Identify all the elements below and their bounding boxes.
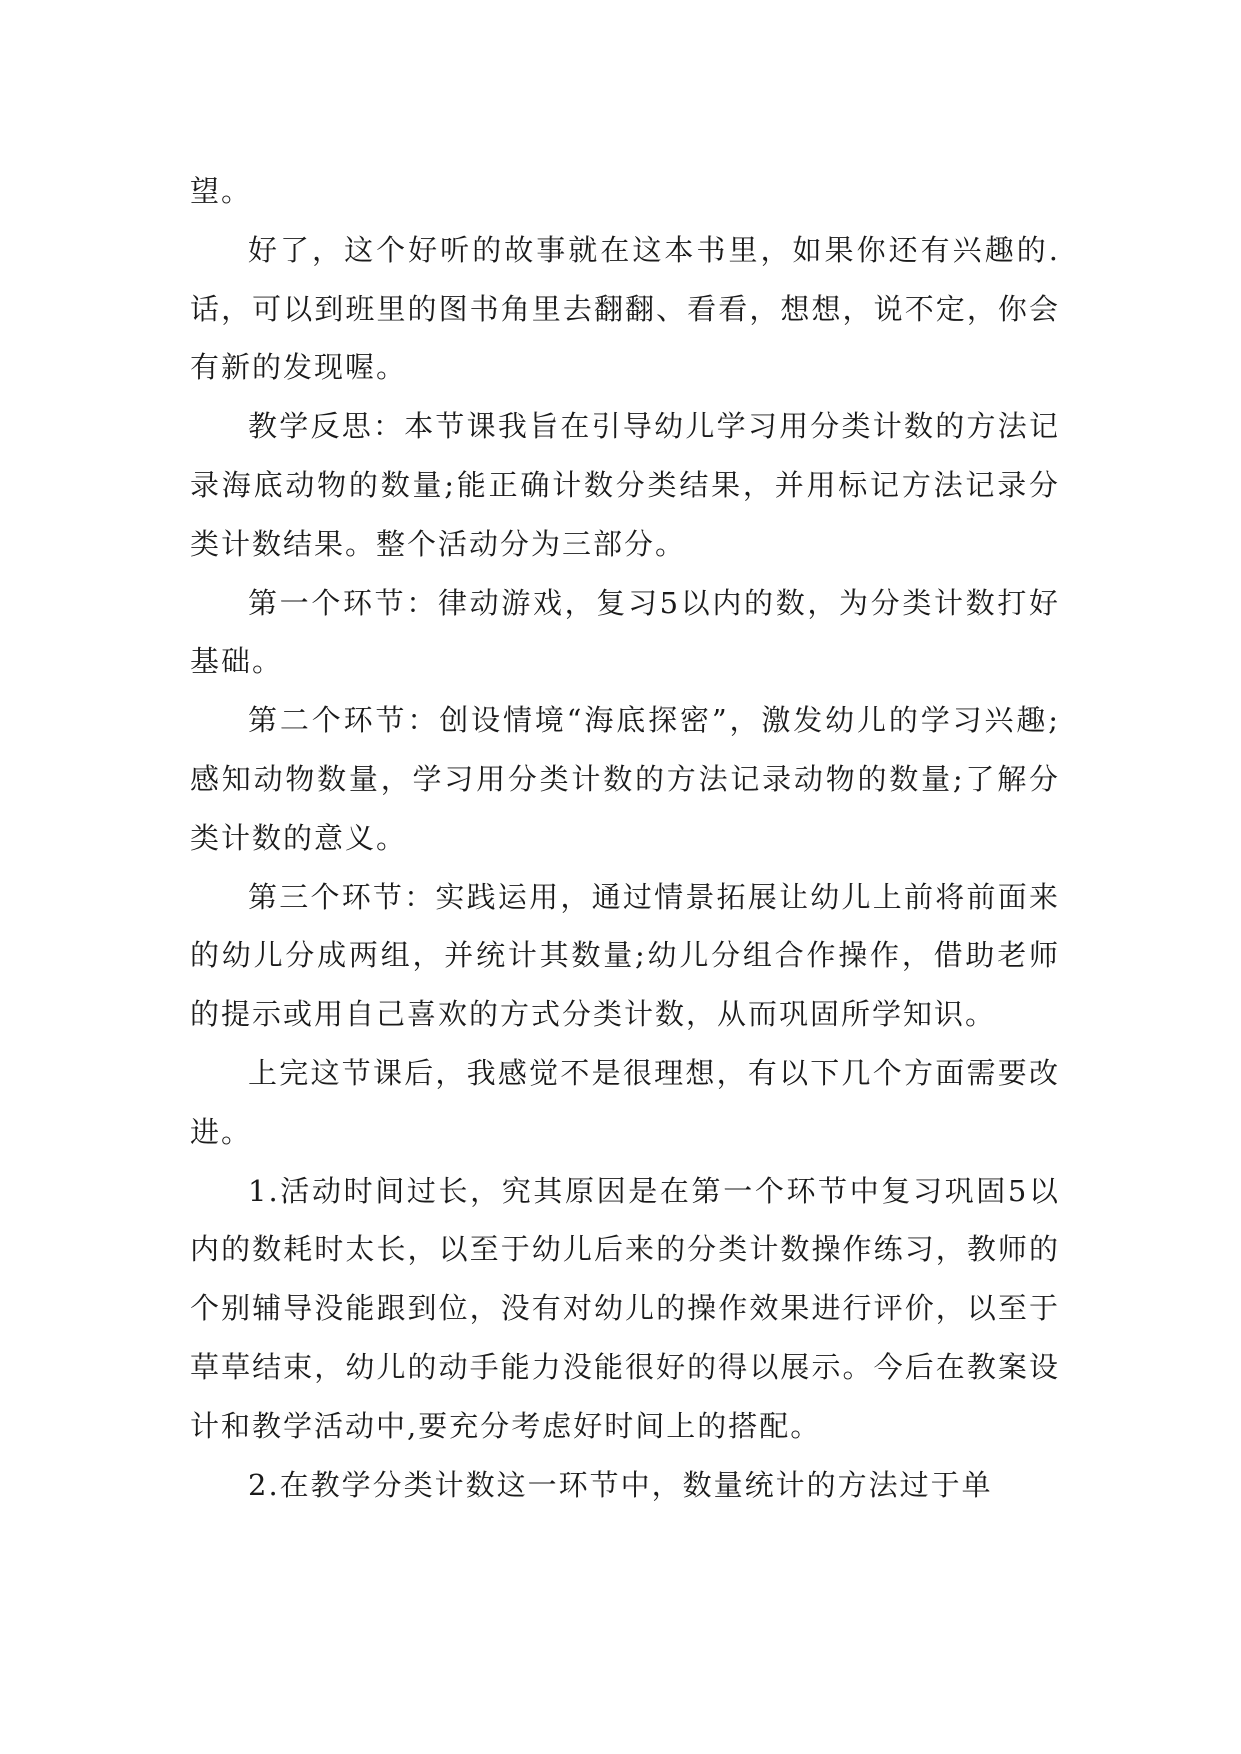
paragraph-third-segment: 第三个环节：实践运用，通过情景拓展让幼儿上前将前面来的幼儿分成两组，并统计其数量;幼儿分组合作操作，借助老师的提示或用自己喜欢的方式分类计数，从而巩固所学知识。 <box>190 879 1060 1032</box>
paragraph-improvement-intro: 上完这节课后，我感觉不是很理想，有以下几个方面需要改进。 <box>190 1055 1060 1149</box>
paragraph-teaching-reflection: 教学反思：本节课我旨在引导幼儿学习用分类计数的方法记录海底动物的数量;能正确计数分类结果，并用标记方法记录分类计数结果。整个活动分为三部分。 <box>190 409 1060 561</box>
paragraph-story-book: 好了，这个好听的故事就在这本书里，如果你还有兴趣的.话，可以到班里的图书角里去翻翻、看看，想想，说不定，你会有新的发现喔。 <box>190 232 1060 385</box>
paragraph-second-segment: 第二个环节：创设情境“海底探密”，激发幼儿的学习兴趣;感知动物数量，学习用分类计数的方法记录动物的数量;了解分类计数的意义。 <box>190 703 1060 855</box>
paragraph-continuation: 望。 <box>190 174 253 208</box>
paragraph-improvement-2: 2.在教学分类计数这一环节中，数量统计的方法过于单 <box>248 1467 993 1502</box>
paragraph-improvement-1: 1.活动时间过长，究其原因是在第一个环节中复习巩固5以内的数耗时太长，以至于幼儿后来的分类计数操作练习，教师的个别辅导没能跟到位，没有对幼儿的操作效果进行评价，以至于草草结束，幼儿的动手能力没能很好的得以展示。今后在教案设计和教学活动中,要充分考虑好时间上的搭配。 <box>190 1173 1060 1443</box>
paragraph-first-segment: 第一个环节：律动游戏，复习5以内的数，为分类计数打好基础。 <box>190 585 1060 679</box>
document-body <box>190 162 1060 1514</box>
